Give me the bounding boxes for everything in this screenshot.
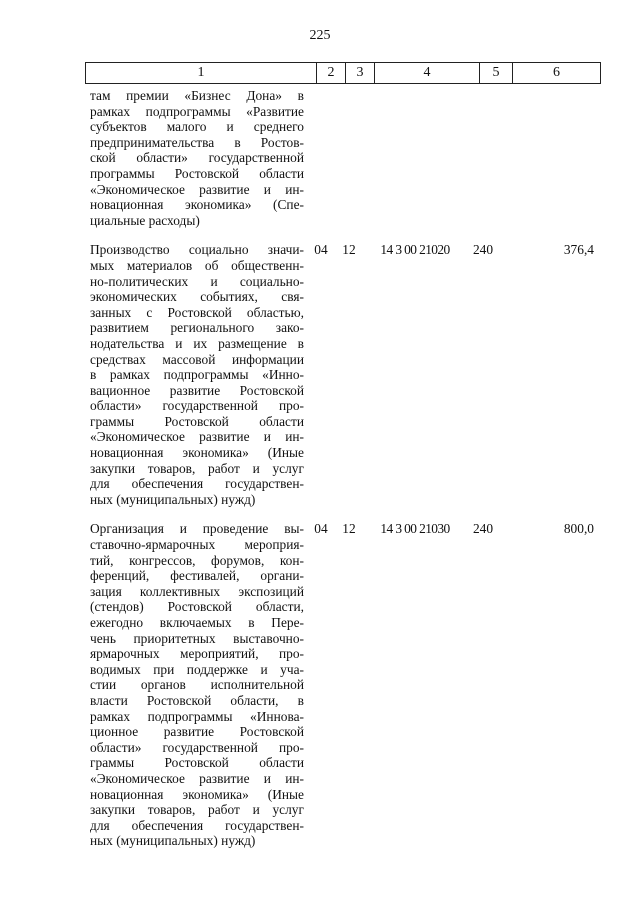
row-pr: 12 bbox=[342, 242, 356, 258]
row-name-line: «Экономическое развитие и ин- bbox=[90, 429, 304, 445]
row-name-line: в рамках подпрограммы «Инно- bbox=[90, 367, 304, 383]
row-name-line: чень приоритетных выставочно- bbox=[90, 630, 304, 646]
row-name-line: рамках подпрограммы «Развитие bbox=[90, 103, 304, 119]
row-name-line: ных (муниципальных) нужд) bbox=[90, 833, 256, 849]
row-name-line: ставочно-ярмарочных мероприя- bbox=[90, 537, 304, 553]
table-row bbox=[85, 88, 600, 228]
row-pr: 12 bbox=[342, 521, 356, 537]
row-name-line: водимых при поддержке и уча- bbox=[90, 661, 304, 677]
row-name-line: власти Ростовской области, в bbox=[90, 692, 304, 708]
row-name-line: области» государственной про- bbox=[90, 398, 304, 414]
table-row bbox=[85, 242, 600, 507]
row-rz: 04 bbox=[314, 521, 328, 537]
row-name-line: для обеспечения государствен- bbox=[90, 817, 304, 833]
row-name-line: тий, конгрессов, форумов, кон- bbox=[90, 552, 304, 568]
row-vr: 240 bbox=[472, 521, 494, 537]
column-header-rz: 2 bbox=[317, 63, 346, 84]
row-name-line: новационная экономика» (Спе- bbox=[90, 197, 304, 213]
row-name-line: субъектов малого и среднего bbox=[90, 119, 304, 135]
row-name bbox=[85, 88, 307, 228]
row-name-line: ской области» государственной bbox=[90, 150, 304, 166]
row-name-line: стии органов исполнительной bbox=[90, 677, 304, 693]
row-name-line: зация коллективных экспозиций bbox=[90, 583, 304, 599]
row-name-line: «Экономическое развитие и ин- bbox=[90, 770, 304, 786]
row-name-line: новационная экономика» (Иные bbox=[90, 786, 304, 802]
page-number: 225 bbox=[309, 28, 331, 43]
column-header-name: 1 bbox=[86, 63, 317, 84]
row-name-line: Организация и проведение вы- bbox=[90, 521, 304, 537]
row-name-line: (стендов) Ростовской области, bbox=[90, 599, 304, 615]
column-header-pr: 3 bbox=[346, 63, 375, 84]
row-name-line: закупки товаров, работ и услуг bbox=[90, 460, 304, 476]
row-csr: 14 3 00 21020 bbox=[380, 242, 450, 258]
row-name-line: мых материалов об общественн- bbox=[90, 257, 304, 273]
column-header-table bbox=[85, 62, 601, 84]
budget-rows bbox=[85, 88, 600, 849]
row-name-line: экономических событиях, свя- bbox=[90, 289, 304, 305]
row-name bbox=[85, 242, 307, 507]
row-name-line: но-политических и социально- bbox=[90, 273, 304, 289]
row-name-line: рамках подпрограммы «Иннова- bbox=[90, 708, 304, 724]
row-name-line: развитием регионального зако- bbox=[90, 320, 304, 336]
row-name-line: ционное развитие Ростовской bbox=[90, 724, 304, 740]
row-name-line: программы Ростовской области bbox=[90, 165, 304, 181]
row-csr: 14 3 00 21030 bbox=[380, 521, 450, 537]
table-row bbox=[85, 521, 600, 848]
column-header-csr: 4 bbox=[375, 63, 480, 84]
row-name-line: ных (муниципальных) нужд) bbox=[90, 491, 256, 507]
row-name-line: средствах массовой информации bbox=[90, 351, 304, 367]
row-name-line: граммы Ростовской области bbox=[90, 413, 304, 429]
row-name-line: области» государственной про- bbox=[90, 739, 304, 755]
row-name-line: там премии «Бизнес Дона» в bbox=[90, 88, 304, 103]
row-name-line: ференций, фестивалей, органи- bbox=[90, 568, 304, 584]
row-name-line: нодательства и их размещение в bbox=[90, 335, 304, 351]
row-name-line: «Экономическое развитие и ин- bbox=[90, 181, 304, 197]
row-name-line: циальные расходы) bbox=[90, 212, 200, 228]
column-header-vr: 5 bbox=[480, 63, 513, 84]
row-name-line: предпринимательства в Ростов- bbox=[90, 134, 304, 150]
row-name-line: Производство социально значи- bbox=[90, 242, 304, 258]
row-name-line: ярмарочных мероприятий, про- bbox=[90, 646, 304, 662]
row-name-line: ежегодно включаемых в Пере- bbox=[90, 615, 304, 630]
column-header-row bbox=[86, 63, 601, 84]
row-name-line: занных с Ростовской областью, bbox=[90, 304, 304, 320]
row-sum: 800,0 bbox=[563, 521, 594, 537]
row-sum: 376,4 bbox=[563, 242, 594, 258]
row-rz: 04 bbox=[314, 242, 328, 258]
row-name-line: для обеспечения государствен- bbox=[90, 476, 304, 492]
row-name-line: новационная экономика» (Иные bbox=[90, 445, 304, 461]
row-name-line: вационное развитие Ростовской bbox=[90, 382, 304, 398]
row-name-line: закупки товаров, работ и услуг bbox=[90, 802, 304, 818]
row-name bbox=[85, 521, 307, 848]
column-header-sum: 6 bbox=[513, 63, 601, 84]
row-vr: 240 bbox=[472, 242, 494, 258]
row-name-line: граммы Ростовской области bbox=[90, 755, 304, 771]
